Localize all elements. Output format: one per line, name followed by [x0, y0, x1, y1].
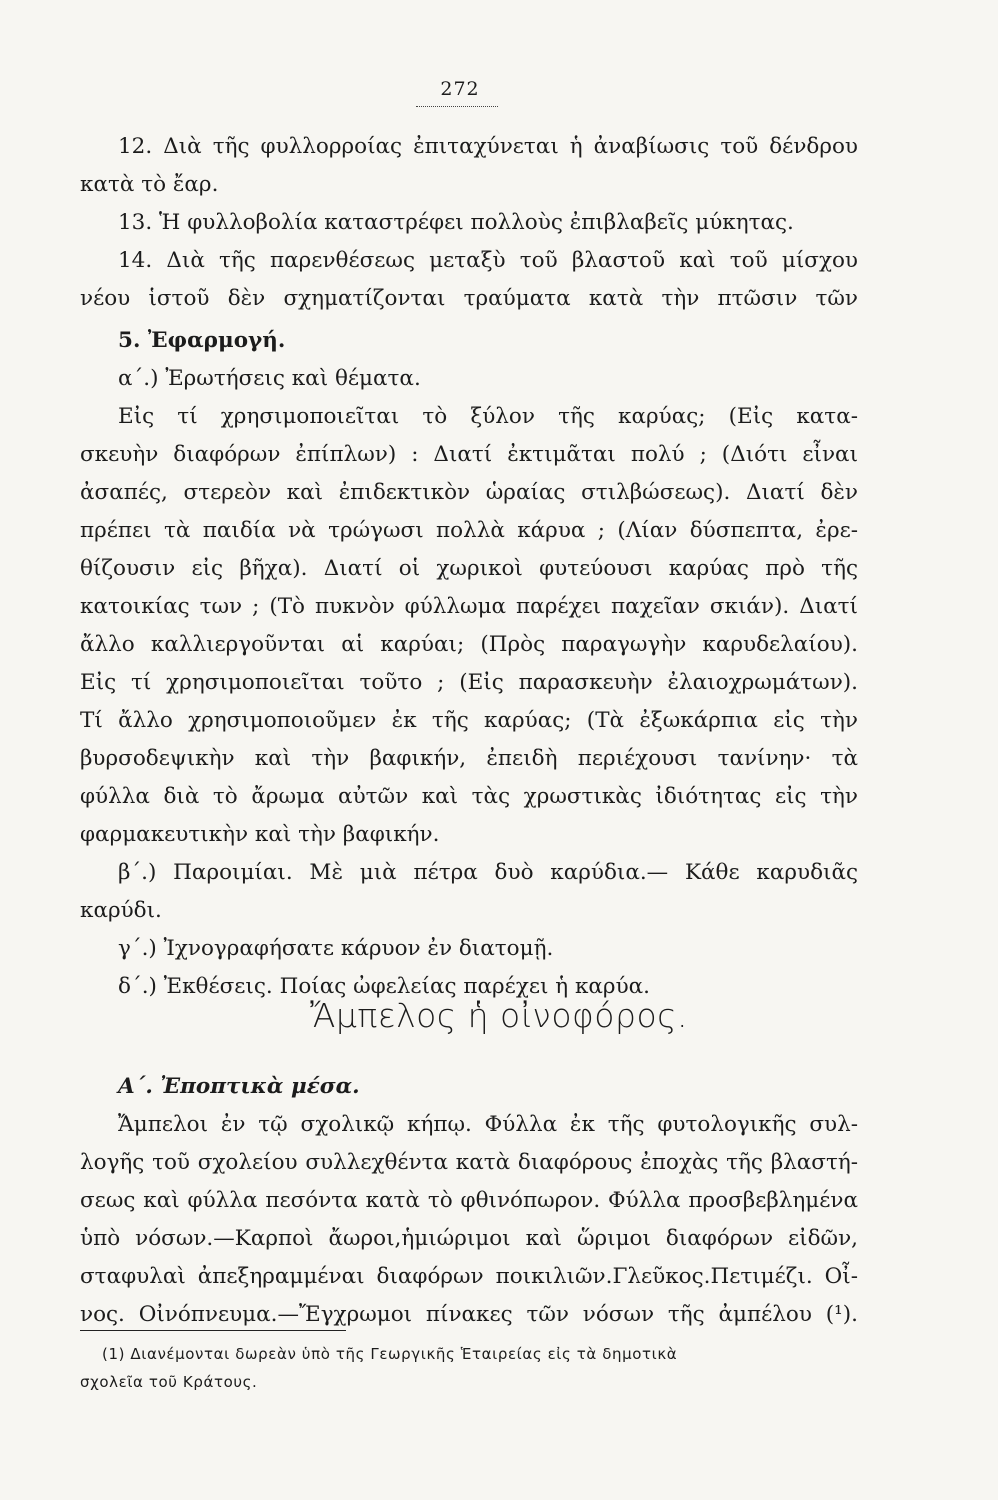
section-5-paragraph-line: φαρμακευτικὴν καὶ τὴν βαφικήν.	[80, 822, 440, 847]
subsection-d: δ΄.) Ἐκθέσεις. Ποίας ὠφελείας παρέχει ἡ καρύα.	[118, 974, 650, 999]
chapter-title: Ἄμπελος ἡ οἰνοφόρος.	[310, 996, 688, 1035]
section-a-paragraph-line: ὑπὸ νόσων.—Καρποὶ ἄωροι,ἡμιώριμοι καὶ ὥριμοι διαφόρων εἰδῶν,	[80, 1226, 858, 1251]
item-14-line-1: 14. Διὰ τῆς παρενθέσεως μεταξὺ τοῦ βλαστοῦ καὶ τοῦ μίσχου	[118, 248, 858, 273]
subsection-c: γ΄.) Ἰχνογραφήσατε κάρυον ἐν διατομῇ.	[118, 936, 554, 961]
section-a-paragraph-line: σταφυλαὶ ἀπεξηραμμέναι διαφόρων ποικιλιῶν.Γλεῦκος.Πετιμέζι. Οἶ-	[80, 1264, 858, 1289]
section-a-heading: Α΄. Ἐποπτικὰ μέσα.	[118, 1074, 360, 1099]
subsection-a-heading: α΄.) Ἐρωτήσεις καὶ θέματα.	[118, 366, 421, 391]
section-5-paragraph-line: Τί ἄλλο χρησιμοποιοῦμεν ἐκ τῆς καρύας; (Τὰ ἐξωκάρπια εἰς τὴν	[80, 708, 858, 733]
section-5-paragraph-line: ἀσαπές, στερεὸν καὶ ἐπιδεκτικὸν ὡραίας στιλβώσεως). Διατί δὲν	[80, 480, 858, 505]
subsection-b-line-1: β΄.) Παροιμίαι. Μὲ μιὰ πέτρα δυὸ καρύδια.— Κάθε καρυδιᾶς	[118, 860, 858, 885]
section-5-paragraph-line: σκευὴν διαφόρων ἐπίπλων) : Διατί ἐκτιμᾶται πολύ ; (Διότι εἶναι	[80, 442, 858, 467]
section-5-heading: 5. Ἐφαρμογή.	[118, 328, 286, 353]
section-5-paragraph-line: βυρσοδεψικὴν καὶ τὴν βαφικήν, ἐπειδὴ περιέχουσι τανίνην· τὰ	[80, 746, 858, 771]
section-5-paragraph-line: κατοικίας των ; (Τὸ πυκνὸν φύλλωμα παρέχει παχεῖαν σκιάν). Διατί	[80, 594, 858, 619]
section-a-paragraph-line: σεως καὶ φύλλα πεσόντα κατὰ τὸ φθινόπωρον. Φύλλα προσβεβλημένα	[80, 1188, 858, 1213]
section-a-paragraph-line: λογῆς τοῦ σχολείου συλλεχθέντα κατὰ διαφόρους ἐποχὰς τῆς βλαστή-	[80, 1150, 858, 1175]
section-5-paragraph-line: ἄλλο καλλιεργοῦνται αἱ καρύαι; (Πρὸς παραγωγὴν καρυδελαίου).	[80, 632, 858, 657]
footnote-line-2: σχολεῖα τοῦ Κράτους.	[80, 1373, 258, 1391]
footnote-line-1: (1) Διανέμονται δωρεὰν ὑπὸ τῆς Γεωργικῆς Ἑταιρείας εἰς τὰ δημοτικὰ	[102, 1345, 678, 1363]
footnote-rule	[80, 1330, 346, 1331]
section-5-paragraph-line: θίζουσιν εἰς βῆχα). Διατί οἱ χωρικοὶ φυτεύουσι καρύας πρὸ τῆς	[80, 556, 858, 581]
section-a-paragraph-line: Ἄμπελοι ἐν τῷ σχολικῷ κήπῳ. Φύλλα ἐκ τῆς φυτολογικῆς συλ-	[118, 1112, 858, 1137]
section-5-paragraph-line: πρέπει τὰ παιδία νὰ τρώγωσι πολλὰ κάρυα ; (Λίαν δύσπεπτα, ἐρε-	[80, 518, 858, 543]
item-12-line-1: 12. Διὰ τῆς φυλλορροίας ἐπιταχύνεται ἡ ἀναβίωσις τοῦ δένδρου	[118, 134, 858, 159]
section-5-paragraph-line: φύλλα διὰ τὸ ἄρωμα αὐτῶν καὶ τὰς χρωστικὰς ἰδιότητας εἰς τὴν	[80, 784, 858, 809]
item-12-line-2: κατὰ τὸ ἔαρ.	[80, 172, 219, 197]
section-5-paragraph-line: Εἰς τί χρησιμοποιεῖται τὸ ξύλον τῆς καρύας; (Εἰς κατα-	[118, 404, 858, 429]
subsection-b-line-2: καρύδι.	[80, 898, 162, 923]
section-a-paragraph-line: νος. Οἰνόπνευμα.—Ἔγχρωμοι πίνακες τῶν νόσων τῆς ἀμπέλου (¹).	[80, 1302, 858, 1327]
page-number-rule	[416, 106, 498, 107]
page-number: 272	[440, 78, 480, 100]
footnote	[80, 1340, 864, 1396]
item-13: 13. Ἡ φυλλοβολία καταστρέφει πολλοὺς ἐπιβλαβεῖς μύκητας.	[118, 210, 794, 235]
section-5-block	[80, 322, 858, 1006]
item-14-line-2: νέου ἱστοῦ δὲν σχηματίζονται τραύματα κατὰ τὴν πτῶσιν τῶν	[80, 286, 858, 311]
numbered-items-block	[80, 128, 858, 318]
section-5-paragraph-line: Εἰς τί χρησιμοποιεῖται τοῦτο ; (Εἰς παρασκευὴν ἐλαιοχρωμάτων).	[80, 670, 858, 695]
section-a-block	[80, 1068, 858, 1334]
